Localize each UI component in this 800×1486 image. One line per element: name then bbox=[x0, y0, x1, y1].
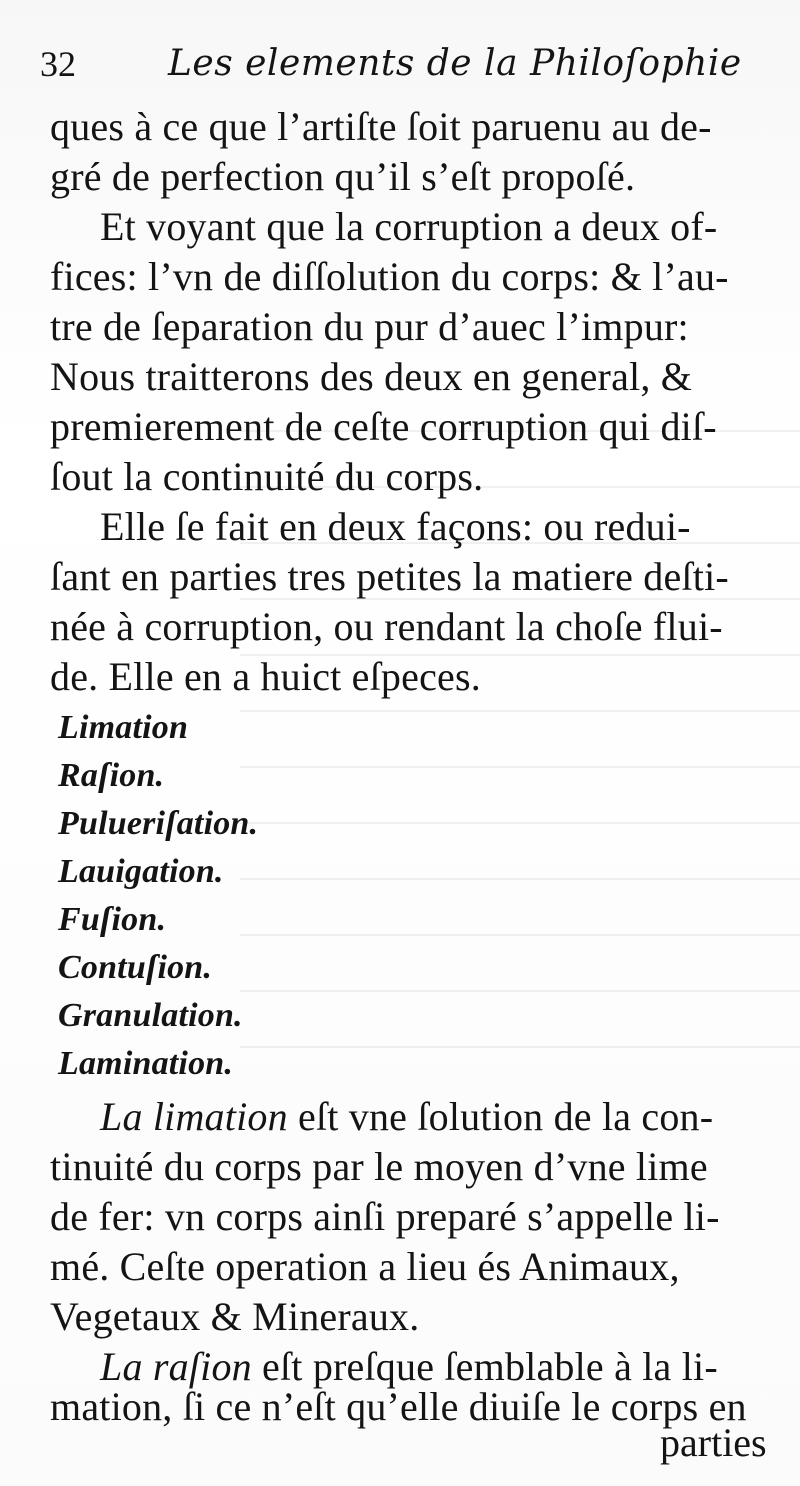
text-line-19: mation, ſi ce n’eſt qu’elle diuiſe le corps en bbox=[50, 1384, 747, 1429]
page-number: 32 bbox=[40, 44, 76, 84]
text-line-3: Et voyant que la corruption a deux of- bbox=[100, 204, 718, 249]
text-line-1: ques à ce que l’artiſte ſoit paruenu au de- bbox=[50, 104, 712, 149]
text-line-8: ſout la continuité du corps. bbox=[50, 454, 484, 499]
running-title: Les elements de la Philoſophie bbox=[168, 43, 742, 84]
text-line-14: tinuité du corps par le moyen d’vne lime bbox=[50, 1144, 708, 1189]
text-line-17: Vegetaux & Mineraux. bbox=[50, 1294, 420, 1339]
text-line-12: de. Elle en a huict eſpeces. bbox=[50, 654, 481, 699]
text-line-16: mé. Ceſte operation a lieu és Animaux, bbox=[50, 1244, 680, 1289]
species-contusion: Contuſion. bbox=[58, 949, 213, 986]
text-line-13 bbox=[100, 1092, 713, 1142]
text-line-15: de fer: vn corps ainſi preparé s’appelle li- bbox=[50, 1194, 720, 1239]
species-limation: Limation bbox=[58, 709, 189, 746]
text-line-7: premierement de ceſte corruption qui diſ- bbox=[50, 404, 717, 449]
text-line-2: gré de perfection qu’il s’eſt propoſé. bbox=[50, 154, 636, 199]
species-rasion: Raſion. bbox=[58, 757, 165, 794]
page-header bbox=[40, 34, 760, 94]
text-line-10: ſant en parties tres petites la matiere deſti- bbox=[50, 554, 729, 599]
text-line-6: Nous traitterons des deux en general, & bbox=[50, 354, 693, 399]
species-lamination: Lamination. bbox=[58, 1045, 234, 1082]
species-granulation: Granulation. bbox=[58, 997, 243, 1034]
term-limation: La limation bbox=[100, 1094, 288, 1139]
species-pulverisation: Pulueriſation. bbox=[58, 805, 259, 842]
text-line-4: fices: l’vn de diſſolution du corps: & l’au- bbox=[50, 254, 729, 299]
text-line-11: née à corruption, ou rendant la choſe flui- bbox=[50, 604, 723, 649]
catchword: parties bbox=[660, 1420, 767, 1465]
species-fusion: Fuſion. bbox=[58, 901, 167, 938]
term-rasion: La raſion bbox=[100, 1344, 252, 1389]
text-line-13-rest: eſt vne ſolution de la con- bbox=[287, 1094, 714, 1139]
text-line-5: tre de ſeparation du pur d’auec l’impur: bbox=[50, 304, 689, 349]
species-lauigation: Lauigation. bbox=[58, 853, 224, 890]
text-line-9: Elle ſe fait en deux façons: ou redui- bbox=[100, 504, 691, 549]
text-line-18-rest: eſt preſque ſemblable à la li- bbox=[251, 1344, 718, 1389]
